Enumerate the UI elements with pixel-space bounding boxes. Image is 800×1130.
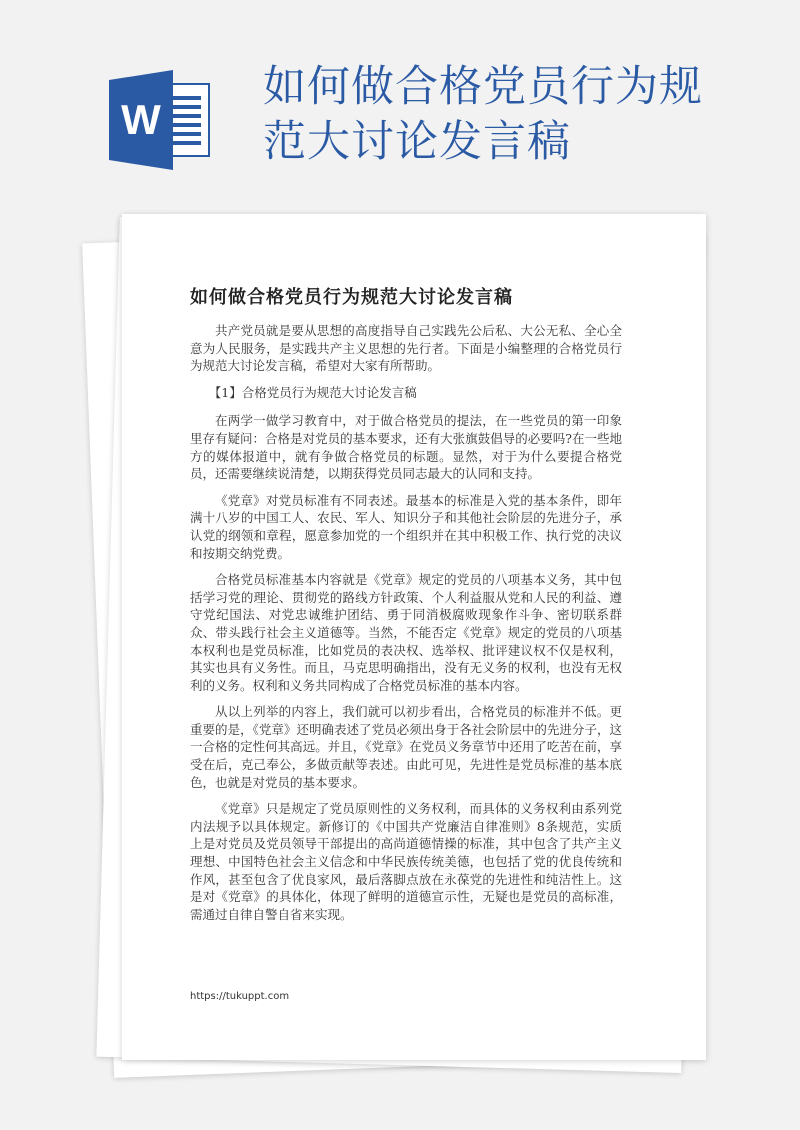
paragraph-intro: 共产党员就是要从思想的高度指导自己实践先公后私、大公无私、全心全意为人民服务，是实践共产主义思想的先行者。下面是小编整理的合格党员行为规范大讨论发言稿，希望对大家有所帮助。 xyxy=(190,323,622,374)
word-icon-letter: W xyxy=(121,96,161,143)
paragraph: 在两学一做学习教育中，对于做合格党员的提法，在一些党员的第一印象里存有疑问：合格是对党员的基本要求，还有大张旗鼓倡导的必要吗?在一些地方的媒体报道中，就有争做合格党员的标题。显然，对于为什么要提合格党员，还需要继续说清楚，以期获得党员同志最大的认同和支持。 xyxy=(190,413,622,482)
paragraph: 合格党员标准基本内容就是《党章》规定的党员的八项基本义务，其中包括学习党的理论、贯彻党的路线方针政策、个人利益服从党和人民的利益、遵守党纪国法、对党忠诚维护团结、勇于同消极腐败现象作斗争、密切联系群众、带头践行社会主义道德等。当然，不能否定《党章》规定的党员的八项基本权利也是党员标准，比如党员的表决权、选举权、批评建议权不仅是权利，其实也具有义务性。而且，马克思明确指出，没有无义务的权利，也没有无权利的义务。权利和义务共同构成了合格党员标准的基本内容。 xyxy=(190,572,622,693)
paragraph: 《党章》只是规定了党员原则性的义务权利，而具体的义务权利由系列党内法规予以具体规定。新修订的《中国共产党廉洁自律准则》8条规范，实质上是对党员及党员领导干部提出的高尚道德情操的标准，其中包含了共产主义理想、中国特色社会主义信念和中华民族传统美德，也包括了党的优良传统和作风，甚至包含了优良家风，最后落脚点放在永葆党的先进性和纯洁性上。这是对《党章》的具体化，体现了鲜明的道德宣示性，无疑也是党员的高标准，需通过自律自警自省来实现。 xyxy=(190,801,622,922)
source-url: https://tukuppt.com xyxy=(190,991,290,1002)
section-heading: 【1】合格党员行为规范大讨论发言稿 xyxy=(208,384,417,400)
document-body xyxy=(190,322,622,932)
paragraph: 《党章》对党员标准有不同表述。最基本的标准是入党的基本条件，即年满十八岁的中国工人、农民、军人、知识分子和其他社会阶层的先进分子，承认党的纲领和章程，愿意参加党的一个组织并在其中积极工作、执行党的决议和按期交纳党费。 xyxy=(190,492,622,561)
document-title: 如何做合格党员行为规范大讨论发言稿 xyxy=(190,287,513,308)
page-title: 如何做合格党员行为规范大讨论发言稿 xyxy=(263,62,703,167)
word-document-icon xyxy=(107,70,217,170)
paragraph: 从以上列举的内容上，我们就可以初步看出，合格党员的标准并不低。更重要的是，《党章》还明确表述了党员必须出身于各社会阶层中的先进分子，这一合格的定性何其高远。并且，《党章》在党员义务章节中还用了吃苦在前，享受在后，克己奉公，多做贡献等表述。由此可见，先进性是党员标准的基本底色，也就是对党员的基本要求。 xyxy=(190,704,622,790)
